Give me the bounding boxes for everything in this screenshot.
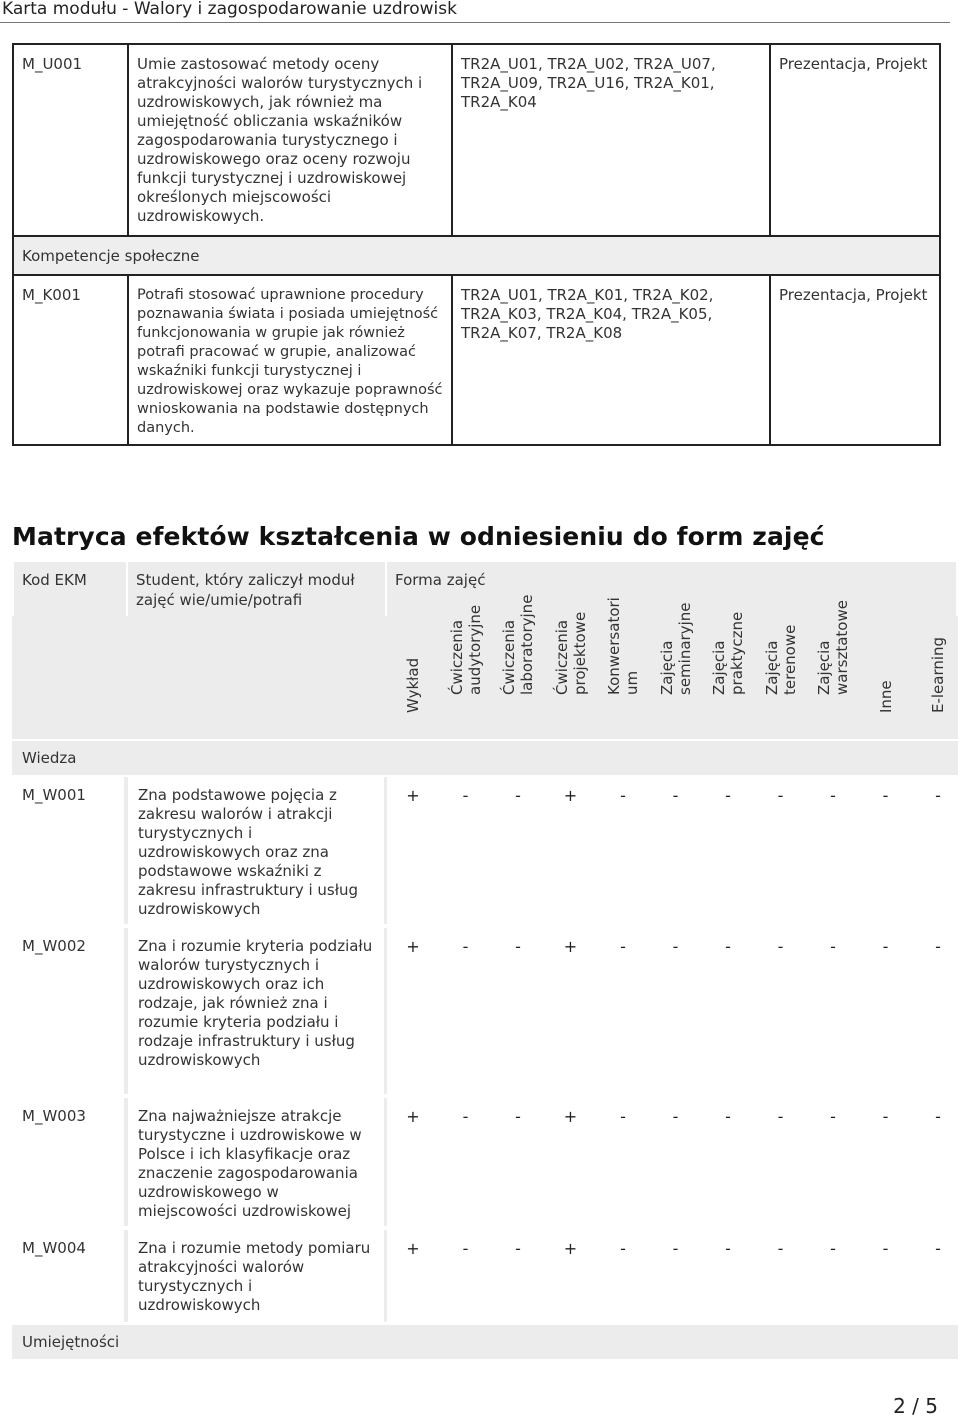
form-mark: - <box>462 1239 469 1258</box>
form-mark: + <box>406 1239 420 1258</box>
document-header: Karta modułu - Walory i zagospodarowanie uzdrowisk <box>0 0 950 23</box>
section-knowledge <box>12 741 958 775</box>
outcome-references: TR2A_U01, TR2A_U02, TR2A_U07, TR2A_U09, TR2A_U16, TR2A_K01, TR2A_K04 <box>452 44 770 236</box>
form-column-header <box>860 616 912 739</box>
form-column-label: Ćwiczenia projektowe <box>552 611 589 695</box>
form-column-header <box>807 600 859 739</box>
form-column-label: Zajęcia praktyczne <box>710 611 746 695</box>
header-forms: Forma zajęć <box>386 561 957 619</box>
form-mark: - <box>620 1107 626 1126</box>
form-mark: - <box>725 1239 731 1258</box>
form-column-header <box>387 616 439 739</box>
form-mark: - <box>882 786 889 805</box>
form-mark: - <box>515 937 521 956</box>
outcome-code: M_K001 <box>13 275 128 445</box>
form-mark: + <box>406 786 420 805</box>
form-column-header <box>702 611 754 739</box>
matrix-row-description: Zna podstawowe pojęcia z zakresu walorów i atrakcji turystycznych i uzdrowiskowych oraz zna podstawowe wskaźniki z zakresu infrastruktury i usług uzdrowiskowych <box>128 777 384 924</box>
section-knowledge-label: Wiedza <box>22 749 77 767</box>
outcome-methods: Prezentacja, Projekt <box>770 275 940 445</box>
form-mark: - <box>672 1239 679 1258</box>
form-mark: - <box>620 1239 626 1258</box>
form-mark: - <box>725 1107 731 1126</box>
matrix-row-marks <box>387 1230 958 1322</box>
form-mark: - <box>515 1107 521 1126</box>
form-mark: - <box>620 937 626 956</box>
form-mark: - <box>882 1239 889 1258</box>
outcome-description: Umie zastosować metody oceny atrakcyjności walorów turystycznych i uzdrowiskowych, jak również ma umiejętność obliczania wskaźników zagospodarowania turystycznego i uzdrowiskowego oraz oceny rozwoju funkcji turystycznej i uzdrowiskowej określonych miejscowości uzdrowiskowych. <box>128 44 452 236</box>
form-mark: + <box>563 1107 578 1126</box>
form-column-label: Zajęcia terenowe <box>762 624 799 695</box>
matrix-row-description: Zna i rozumie kryteria podziału walorów turystycznych i uzdrowiskowych oraz ich rodzaje, jak również zna i rozumie kryteria podziału i rodzaje infrastruktury i usług uzdrowiskowych <box>128 928 384 1094</box>
form-mark: - <box>462 937 469 956</box>
form-column-header <box>912 616 960 739</box>
form-column-header <box>440 604 492 739</box>
outcome-methods: Prezentacja, Projekt <box>770 44 940 236</box>
form-column-header <box>597 597 649 739</box>
learning-outcomes-table <box>12 43 941 446</box>
form-mark: - <box>462 1107 469 1126</box>
matrix-row-description: Zna i rozumie metody pomiaru atrakcyjności walorów turystycznych i uzdrowiskowych <box>128 1230 384 1322</box>
matrix-row <box>12 1098 958 1226</box>
form-mark: - <box>515 786 521 805</box>
form-column-label: Zajęcia seminaryjne <box>657 602 694 695</box>
form-mark: - <box>830 1107 836 1126</box>
matrix-row-marks <box>387 928 958 1094</box>
form-mark: - <box>935 1107 941 1126</box>
form-column-label: Zajęcia warsztatowe <box>815 600 851 695</box>
matrix-row-description: Zna najważniejsze atrakcje turystyczne i uzdrowiskowe w Polsce i ich klasyfikacje oraz znaczenie zagospodarowania uzdrowiskowego w miejscowości uzdrowiskowej <box>128 1098 384 1226</box>
form-column-label: Ćwiczenia audytoryjne <box>447 604 484 695</box>
form-mark: - <box>882 937 889 956</box>
outcome-code: M_U001 <box>13 44 128 236</box>
form-mark: - <box>462 786 469 805</box>
form-mark: - <box>935 1239 941 1258</box>
form-columns-header <box>12 594 958 739</box>
form-mark: - <box>830 786 836 805</box>
form-mark: - <box>777 937 784 956</box>
section-label-competences: Kompetencje społeczne <box>13 236 940 275</box>
form-mark: - <box>777 786 784 805</box>
matrix-row-marks <box>387 1098 958 1226</box>
form-mark: - <box>725 937 731 956</box>
form-mark: - <box>935 786 941 805</box>
header-code: Kod EKM <box>13 561 127 619</box>
section-skills-label: Umiejętności <box>22 1333 120 1351</box>
form-mark: - <box>672 786 679 805</box>
form-mark: - <box>777 1107 784 1126</box>
matrix-row <box>12 1230 958 1322</box>
matrix-row <box>12 777 958 924</box>
form-mark: - <box>830 1239 836 1258</box>
form-mark: - <box>620 786 626 805</box>
page-number: 2 / 5 <box>893 1394 938 1418</box>
matrix-row-code: M_W003 <box>12 1098 124 1226</box>
form-column-label: Konwersatori um <box>605 597 641 695</box>
form-mark: + <box>563 937 578 956</box>
form-mark: + <box>563 1239 578 1258</box>
outcome-references: TR2A_U01, TR2A_K01, TR2A_K02, TR2A_K03, TR2A_K04, TR2A_K05, TR2A_K07, TR2A_K08 <box>452 275 770 445</box>
matrix-row-code: M_W002 <box>12 928 124 1094</box>
form-mark: - <box>882 1107 889 1126</box>
form-column-label: E-learning <box>929 636 947 713</box>
form-mark: - <box>935 937 941 956</box>
header-student: Student, który zaliczył moduł zajęć wie/umie/potrafi <box>127 561 386 619</box>
matrix-row-code: M_W001 <box>12 777 124 924</box>
form-mark: - <box>672 1107 679 1126</box>
section-row <box>13 236 940 275</box>
outcome-row <box>13 44 940 236</box>
form-column-label: Wykład <box>404 657 422 713</box>
form-column-label: Inne <box>876 680 895 713</box>
form-mark: - <box>725 786 731 805</box>
form-mark: - <box>777 1239 784 1258</box>
form-column-header <box>492 594 544 739</box>
matrix-row-marks <box>387 777 958 924</box>
form-mark: + <box>406 1107 420 1126</box>
form-mark: + <box>563 786 578 805</box>
matrix-title: Matryca efektów kształcenia w odniesieniu do form zajęć <box>12 522 825 551</box>
matrix-row <box>12 928 958 1094</box>
form-mark: + <box>406 937 420 956</box>
section-skills <box>12 1325 958 1359</box>
matrix-row-code: M_W004 <box>12 1230 124 1322</box>
outcome-description: Potrafi stosować uprawnione procedury poznawania świata i posiada umiejętność funkcjonowania w grupie jak również potrafi pracować w grupie, analizować wskaźniki funkcji turystycznej i uzdrowiskowej oraz wykazuje poprawność wnioskowania na podstawie dostępnych danych. <box>128 275 452 445</box>
form-mark: - <box>515 1239 521 1258</box>
form-column-header <box>650 602 702 739</box>
form-column-header <box>545 611 597 739</box>
form-mark: - <box>830 937 836 956</box>
outcome-row <box>13 275 940 445</box>
form-mark: - <box>672 937 679 956</box>
form-column-label: Ćwiczenia laboratoryjne <box>500 594 536 695</box>
form-column-header <box>755 616 807 739</box>
